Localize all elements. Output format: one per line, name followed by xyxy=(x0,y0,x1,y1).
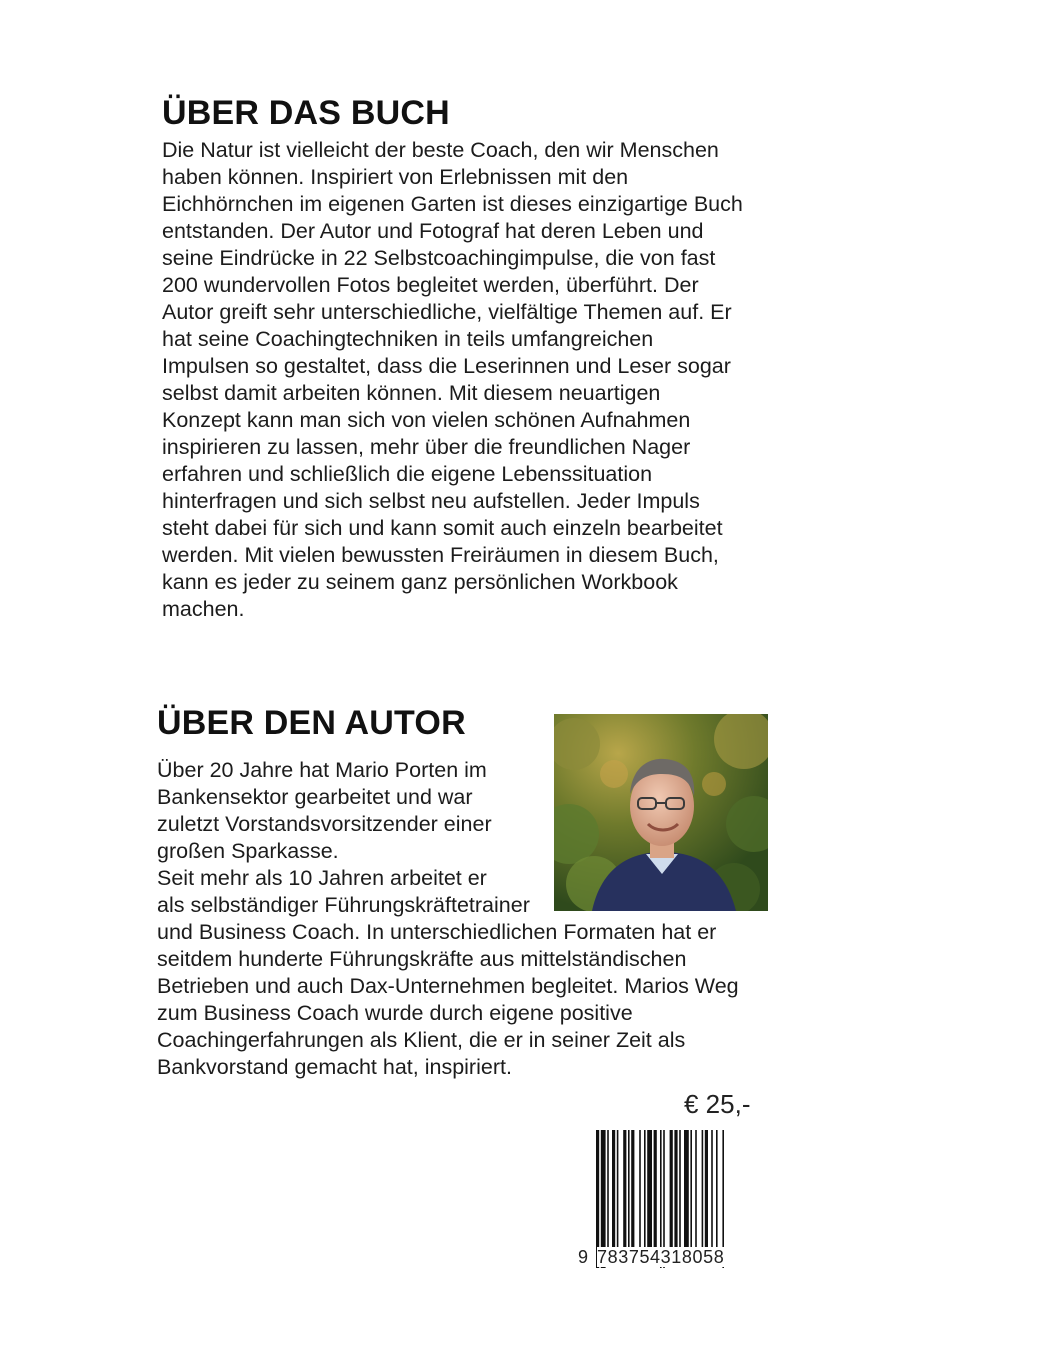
author-text-line: Bankvorstand gemacht hat, inspiriert. xyxy=(157,1055,512,1079)
author-photo xyxy=(554,714,768,911)
barcode-bar xyxy=(705,1130,708,1250)
author-text-line: großen Sparkasse. xyxy=(157,839,339,863)
book-text-line: Die Natur ist vielleicht der beste Coach, den wir Menschen xyxy=(162,138,719,162)
barcode-bar xyxy=(628,1130,630,1250)
barcode-bar xyxy=(670,1130,673,1250)
barcode-first-digit: 9 xyxy=(578,1247,589,1267)
book-text-line: seine Eindrücke in 22 Selbstcoachingimpulse, die von fast xyxy=(162,246,716,270)
barcode-bar xyxy=(644,1130,646,1250)
barcode-bar xyxy=(684,1130,689,1250)
book-text-line: haben können. Inspiriert von Erlebnissen mit den xyxy=(162,165,629,189)
book-section-heading: ÜBER DAS BUCH xyxy=(162,94,450,132)
book-text-line: 200 wundervollen Fotos begleitet werden, überführt. Der xyxy=(162,273,699,297)
book-text-line: kann es jeder zu seinem ganz persönlichen Workbook xyxy=(162,570,678,594)
author-text-line: Betrieben und auch Dax-Unternehmen begleitet. Marios Weg xyxy=(157,974,739,998)
barcode-bar xyxy=(623,1130,626,1250)
barcode-bar xyxy=(690,1130,692,1250)
book-text-line: inspirieren zu lassen, mehr über die freundlichen Nager xyxy=(162,435,691,459)
book-text-line: machen. xyxy=(162,597,245,621)
barcode-bar xyxy=(702,1130,704,1250)
author-section-heading: ÜBER DEN AUTOR xyxy=(157,704,466,742)
book-text-line: hat seine Coachingtechniken in teils umfangreichen xyxy=(162,327,654,351)
author-text-line: als selbständiger Führungskräftetrainer xyxy=(157,893,530,917)
book-text-line: erfahren und schließlich die eigene Lebenssituation xyxy=(162,462,653,486)
author-text-line: Coachingerfahrungen als Klient, die er in seiner Zeit als xyxy=(157,1028,686,1052)
author-portrait-illustration xyxy=(554,714,768,911)
book-text-line: werden. Mit vielen bewussten Freiräumen in diesem Buch, xyxy=(162,543,719,567)
barcode-bar xyxy=(654,1130,657,1250)
barcode-bar xyxy=(612,1130,615,1250)
barcode-bar xyxy=(674,1130,677,1250)
author-text-line: Bankensektor gearbeitet und war xyxy=(157,785,473,809)
book-text-line: Autor greift sehr unterschiedliche, vielfältige Themen auf. Er xyxy=(162,300,732,324)
book-text-line: Konzept kann man sich von vielen schönen Aufnahmen xyxy=(162,408,691,432)
barcode-bar xyxy=(607,1130,609,1250)
barcode-bar xyxy=(679,1130,681,1250)
barcode-bar xyxy=(716,1130,718,1250)
barcode-bar xyxy=(617,1130,619,1250)
book-text-line: Eichhörnchen im eigenen Garten ist dieses einzigartige Buch xyxy=(162,192,743,216)
book-text-line: steht dabei für sich und kann somit auch einzeln bearbeitet xyxy=(162,516,723,540)
barcode-bar xyxy=(711,1130,713,1250)
author-text-line: Seit mehr als 10 Jahren arbeitet er xyxy=(157,866,487,890)
barcode-bar xyxy=(639,1130,641,1250)
author-text-line: zum Business Coach wurde durch eigene positive xyxy=(157,1001,633,1025)
price-label: € 25,- xyxy=(684,1089,751,1119)
author-text-line: zuletzt Vorstandsvorsitzender einer xyxy=(157,812,492,836)
author-text-line: und Business Coach. In unterschiedlichen Formaten hat er xyxy=(157,920,717,944)
barcode-digits: 783754318058 xyxy=(597,1247,725,1267)
barcode-bar xyxy=(695,1130,697,1250)
book-text-line: hinterfragen und sich selbst neu aufstellen. Jeder Impuls xyxy=(162,489,700,513)
barcode-bar xyxy=(631,1130,634,1250)
book-text-line: Impulsen so gestaltet, dass die Leserinnen und Leser sogar xyxy=(162,354,731,378)
book-text-line: entstanden. Der Autor und Fotograf hat deren Leben und xyxy=(162,219,704,243)
author-text-line: Über 20 Jahre hat Mario Porten im xyxy=(157,758,487,782)
barcode-bar xyxy=(647,1130,652,1250)
author-text-line: seitdem hunderte Führungskräfte aus mittelständischen xyxy=(157,947,687,971)
book-text-line: selbst damit arbeiten können. Mit diesem neuartigen xyxy=(162,381,661,405)
